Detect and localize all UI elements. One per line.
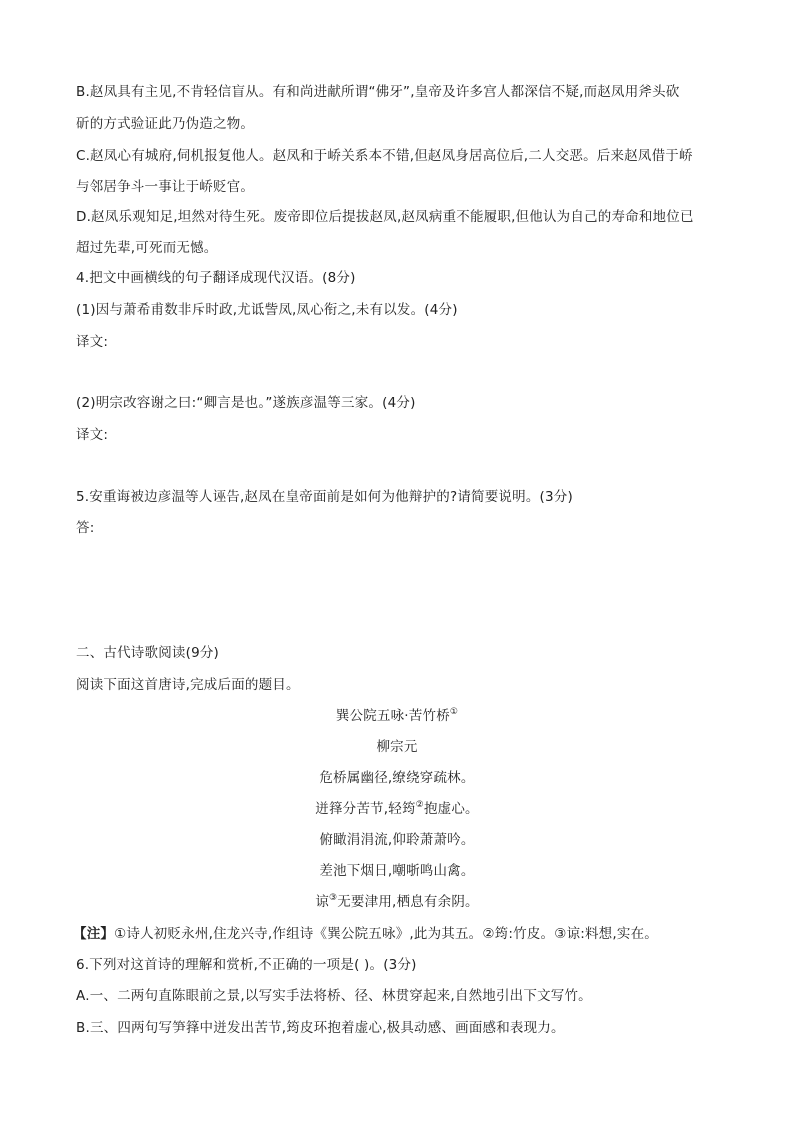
q3-option-c-line1: C.赵凤心有城府,伺机报复他人。赵凤和于峤关系本不错,但赵凤身居高位后,二人交恶。后来赵凤借于峤: [76, 148, 693, 164]
q3-option-d-line1: D.赵凤乐观知足,坦然对待生死。废帝即位后提拔赵凤,赵凤病重不能履职,但他认为自己的寿命和地位已: [76, 209, 694, 225]
poem-line5: [0, 892, 794, 912]
section2-heading: 二、古代诗歌阅读(9分): [76, 645, 220, 661]
q3-option-d-line2: 超过先辈,可死而无憾。: [76, 240, 218, 256]
q6-option-a: A.一、二两句直陈眼前之景,以写实手法将桥、径、林贯穿起来,自然地引出下文写竹。: [76, 988, 592, 1004]
q6-prompt: 6.下列对这首诗的理解和赏析,不正确的一项是( )。(3分): [76, 957, 417, 973]
poem-author: 柳宗元: [376, 739, 418, 755]
q4-prompt: 4.把文中画横线的句子翻译成现代汉语。(8分): [76, 270, 356, 286]
poem-title: [0, 706, 794, 726]
poem-line4: 差池下烟日,嘲哳鸣山禽。: [319, 863, 475, 879]
poem-notes: [73, 924, 658, 944]
poem-line2: [0, 799, 794, 819]
q6-option-b: B.三、四两句写笋箨中迸发出苦节,筠皮环抱着虚心,极具动感、画面感和表现力。: [76, 1020, 565, 1036]
q5-prompt: 5.安重诲被边彦温等人诬告,赵凤在皇帝面前是如何为他辩护的?请简要说明。(3分): [76, 489, 573, 505]
poem-line2-footnote: ②: [415, 800, 424, 810]
q4-answer-label2: 译文:: [76, 427, 109, 443]
q3-option-b-line1: B.赵凤具有主见,不肯轻信盲从。有和尚进献所谓“佛牙”,皇帝及许多宫人都深信不疑,而赵凤用斧头砍: [76, 84, 680, 100]
q3-option-c-line2: 与邻居争斗一事让于峤贬官。: [76, 179, 255, 195]
poem-line5-b: 无要津用,栖息有余阴。: [337, 894, 479, 910]
poem-title-footnote: ①: [449, 707, 459, 717]
notes-text: ①诗人初贬永州,住龙兴寺,作组诗《巽公院五咏》,此为其五。②筠:竹皮。③谅:料想,实在。: [114, 926, 658, 942]
q3-option-b-line2: 斫的方式验证此乃伪造之物。: [76, 116, 255, 132]
poem-title-text: 巽公院五咏·苦竹桥: [335, 708, 450, 724]
poem-line3: 俯瞰涓涓流,仰聆萧萧吟。: [319, 832, 475, 848]
section2-instruction: 阅读下面这首唐诗,完成后面的题目。: [76, 677, 300, 693]
q4-answer-label1: 译文:: [76, 334, 109, 350]
q4-item1: (1)因与萧希甫数非斥时政,尤诋訾凤,凤心衔之,未有以发。(4分): [76, 302, 458, 318]
poem-line5-footnote: ③: [328, 893, 338, 903]
q5-answer-label: 答:: [76, 520, 95, 536]
poem-line2-a: 迸箨分苦节,轻筠: [315, 801, 416, 817]
q4-item2: (2)明宗改容谢之曰:“卿言是也。”遂族彦温等三家。(4分): [76, 395, 416, 411]
poem-line5-a: 谅: [315, 894, 329, 910]
poem-line2-b: 抱虚心。: [423, 801, 479, 817]
poem-line1: 危桥属幽径,缭绕穿疏林。: [319, 770, 475, 786]
notes-label: 【注】: [73, 926, 115, 942]
